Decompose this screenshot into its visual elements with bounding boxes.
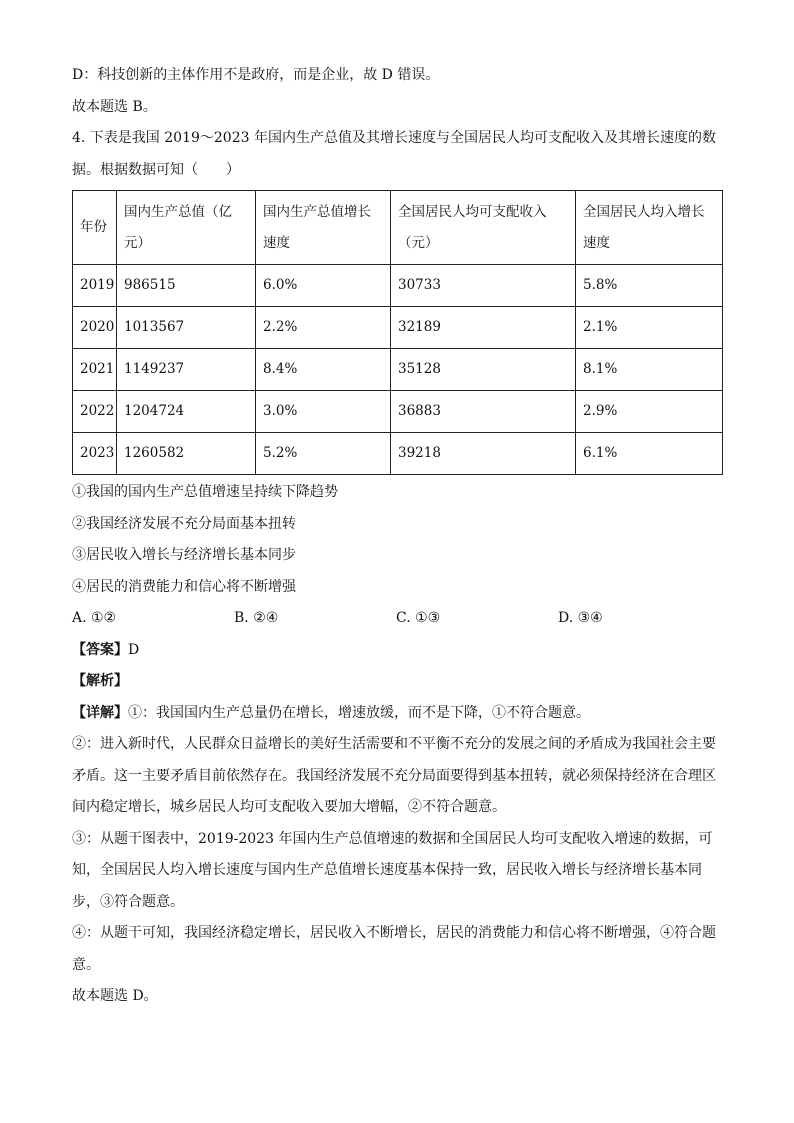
detail-label: 【详解】 [72,704,128,721]
cell-income-growth: 2.9% [576,391,723,433]
cell-gdp: 1149237 [117,349,256,391]
statement-2: ②我国经济发展不充分局面基本扭转 [72,515,296,532]
header-cell: 全国居民人均可支配收入（元） [391,191,576,265]
cell-gdp: 1013567 [117,307,256,349]
cell-income: 30733 [391,265,576,307]
analysis-line-7: 步，③符合题意。 [72,893,184,910]
analysis-line-5: ③：从题干图表中，2019-2023 年国内生产总值增速的数据和全国居民人均可支配收入增速的数据，可 [72,830,713,847]
cell-income-growth: 2.1% [576,307,723,349]
answer-options [72,603,722,635]
analysis-text: ①：我国国内生产总量仍在增长，增速放缓，而不是下降，①不符合题意。 [128,704,590,721]
table-row [73,349,723,391]
option-b: B. ②④ [234,610,279,626]
cell-year: 2022 [73,391,117,433]
table-row [73,307,723,349]
analysis-label: 【解析】 [72,673,128,689]
analysis-line-1 [72,698,722,730]
statement-1: ①我国的国内生产总值增速呈持续下降趋势 [72,484,338,500]
statement-4: ④居民的消费能力和信心将不断增强 [72,578,296,595]
question-stem-line-1: 4. 下表是我国 2019～2023 年国内生产总值及其增长速度与全国居民人均可支配收入及其增长速度的数 [72,130,716,146]
table-header-row [73,191,723,265]
document-page [72,60,722,1013]
header-cell: 国内生产总值增长速度 [256,191,391,265]
cell-income-growth: 5.8% [576,265,723,307]
option-d: D. ③④ [558,610,603,626]
cell-income: 35128 [391,349,576,391]
option-d-explanation: D：科技创新的主体作用不是政府，而是企业，故 D 错误。 [72,67,440,83]
previous-conclusion: 故本题选 B。 [72,98,157,115]
cell-gdp-growth: 2.2% [256,307,391,349]
cell-gdp-growth: 3.0% [256,391,391,433]
analysis-line-3: 矛盾。这一主要矛盾目前依然存在。我国经济发展不充分局面要得到基本扭转，就必须保持经济在合理区 [72,767,716,784]
cell-year: 2023 [73,433,117,475]
table-row [73,265,723,307]
cell-gdp-growth: 6.0% [256,265,391,307]
cell-income: 32189 [391,307,576,349]
header-cell: 国内生产总值（亿元） [117,191,256,265]
table-row [73,391,723,433]
answer-value: D [128,641,140,658]
cell-income: 39218 [391,433,576,475]
table-row [73,433,723,475]
option-a: A. ①② [72,610,117,626]
answer-label: 【答案】 [72,641,128,658]
cell-gdp: 1204724 [117,391,256,433]
cell-year: 2021 [73,349,117,391]
analysis-line-9: 意。 [72,956,100,973]
cell-gdp-growth: 5.2% [256,433,391,475]
statement-3: ③居民收入增长与经济增长基本同步 [72,547,296,563]
header-cell: 年份 [73,191,117,265]
analysis-line-8: ④：从题干可知，我国经济稳定增长，居民收入不断增长，居民的消费能力和信心将不断增强，④符合题 [72,925,716,941]
cell-gdp: 1260582 [117,433,256,475]
analysis-line-6: 知，全国居民人均入增长速度与国内生产总值增长速度基本保持一致，居民收入增长与经济增长基本同 [72,862,702,878]
analysis-line-2: ②：进入新时代，人民群众日益增长的美好生活需要和不平衡不充分的发展之间的矛盾成为我国社会主要 [72,736,716,752]
data-table [72,190,723,475]
header-cell: 全国居民人均入增长速度 [576,191,723,265]
answer-line [72,635,722,667]
analysis-line-4: 间内稳定增长，城乡居民人均可支配收入要加大增幅，②不符合题意。 [72,799,506,815]
cell-gdp-growth: 8.4% [256,349,391,391]
cell-income: 36883 [391,391,576,433]
question-stem-line-2: 据。根据数据可知（ ） [72,161,240,178]
cell-income-growth: 8.1% [576,349,723,391]
cell-year: 2020 [73,307,117,349]
cell-gdp: 986515 [117,265,256,307]
cell-income-growth: 6.1% [576,433,723,475]
cell-year: 2019 [73,265,117,307]
final-conclusion: 故本题选 D。 [72,988,158,1004]
option-c: C. ①③ [396,610,441,626]
